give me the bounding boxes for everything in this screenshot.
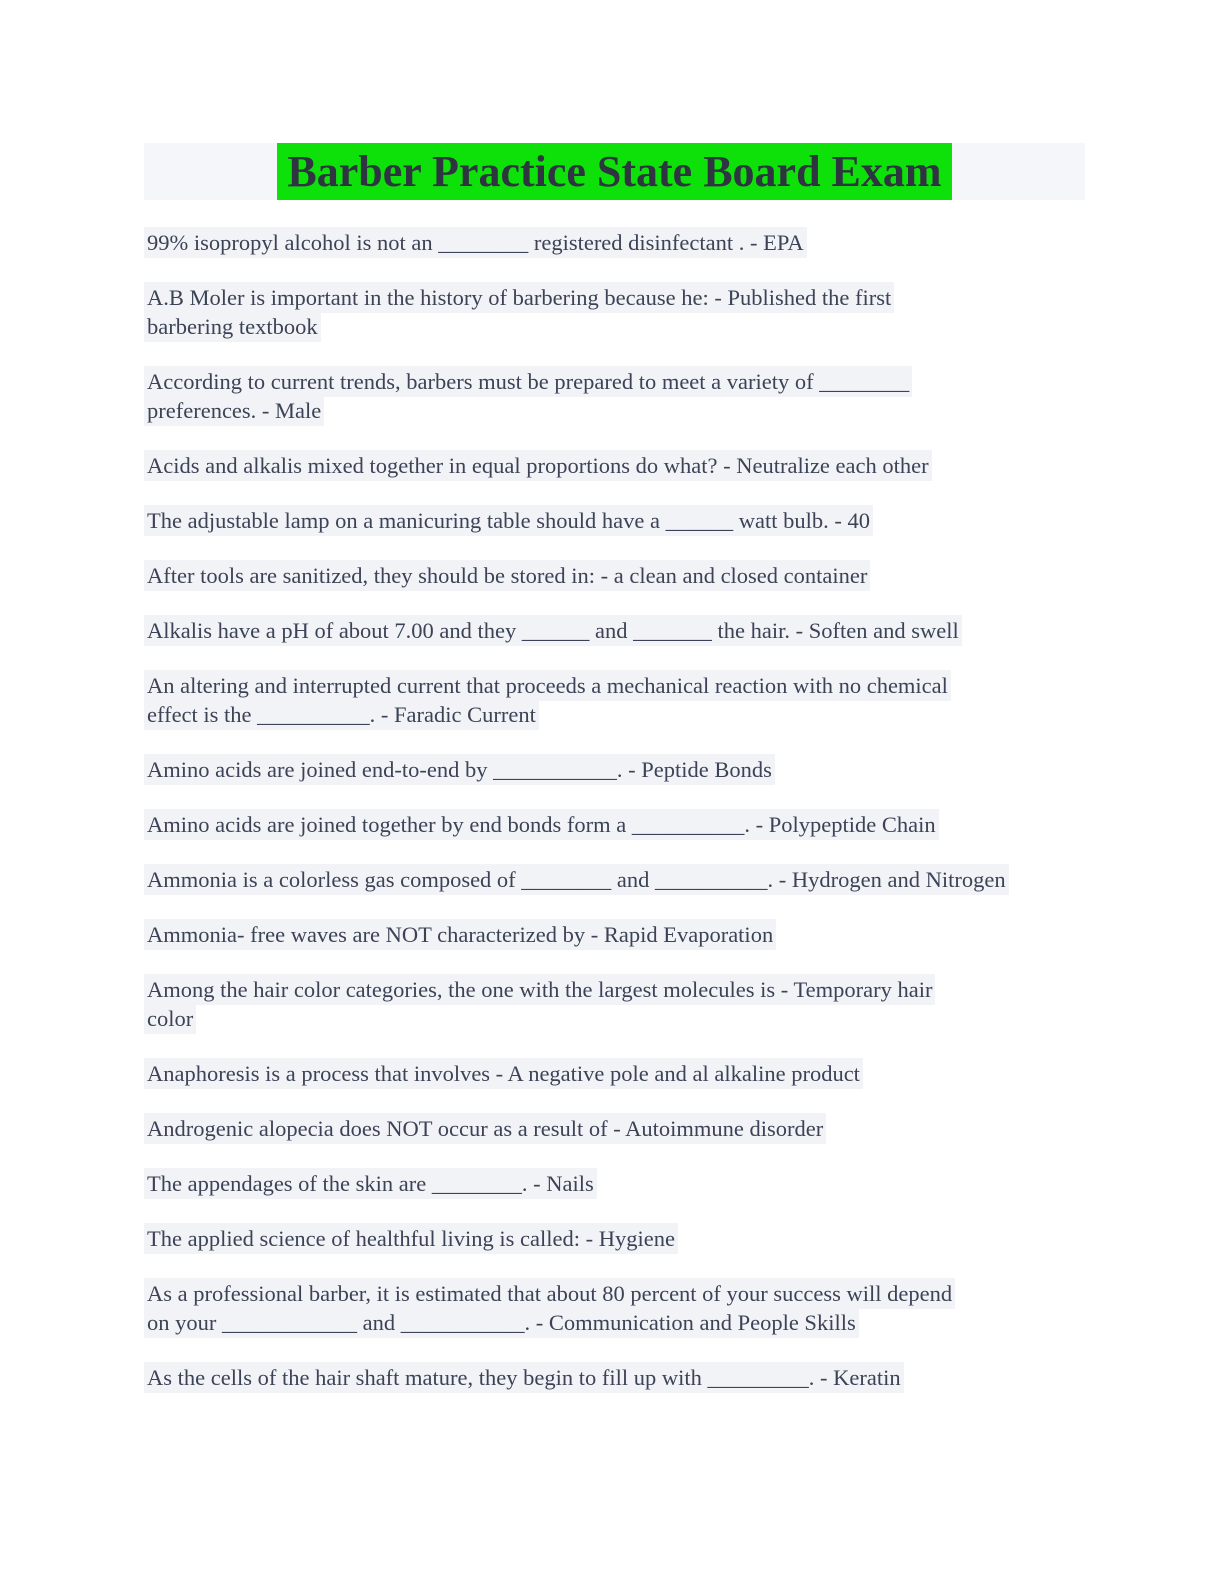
qa-item	[144, 506, 1085, 535]
qa-item	[144, 451, 1085, 480]
qa-item	[144, 975, 1085, 1033]
qa-line: Acids and alkalis mixed together in equal proportions do what? - Neutralize each other	[144, 451, 1085, 480]
qa-item	[144, 755, 1085, 784]
qa-line: Alkalis have a pH of about 7.00 and they ______ and _______ the hair. - Soften and swell	[144, 616, 1085, 645]
qa-line: on your ____________ and ___________. - Communication and People Skills	[144, 1308, 1085, 1337]
qa-line: Ammonia- free waves are NOT characterized by - Rapid Evaporation	[144, 920, 1085, 949]
qa-line: After tools are sanitized, they should be stored in: - a clean and closed container	[144, 561, 1085, 590]
title-band	[144, 143, 1085, 200]
qa-item	[144, 367, 1085, 425]
qa-line: 99% isopropyl alcohol is not an ________ registered disinfectant . - EPA	[144, 228, 1085, 257]
qa-item	[144, 1224, 1085, 1253]
qa-item	[144, 283, 1085, 341]
qa-line: Amino acids are joined end-to-end by ___________. - Peptide Bonds	[144, 755, 1085, 784]
qa-line: Amino acids are joined together by end bonds form a __________. - Polypeptide Chain	[144, 810, 1085, 839]
qa-line: effect is the __________. - Faradic Current	[144, 700, 1085, 729]
qa-item	[144, 616, 1085, 645]
qa-line: As the cells of the hair shaft mature, they begin to fill up with _________. - Keratin	[144, 1363, 1085, 1392]
qa-line: The adjustable lamp on a manicuring table should have a ______ watt bulb. - 40	[144, 506, 1085, 535]
qa-line: According to current trends, barbers must be prepared to meet a variety of ________	[144, 367, 1085, 396]
qa-item	[144, 671, 1085, 729]
qa-item	[144, 1279, 1085, 1337]
page-title: Barber Practice State Board Exam	[277, 143, 951, 200]
document-body	[144, 228, 1085, 1392]
qa-item	[144, 1169, 1085, 1198]
qa-item	[144, 1363, 1085, 1392]
qa-line: As a professional barber, it is estimated that about 80 percent of your success will depend	[144, 1279, 1085, 1308]
qa-line: The appendages of the skin are ________. - Nails	[144, 1169, 1085, 1198]
qa-line: An altering and interrupted current that proceeds a mechanical reaction with no chemical	[144, 671, 1085, 700]
qa-line: The applied science of healthful living is called: - Hygiene	[144, 1224, 1085, 1253]
qa-line: color	[144, 1004, 1085, 1033]
qa-line: Androgenic alopecia does NOT occur as a result of - Autoimmune disorder	[144, 1114, 1085, 1143]
qa-item	[144, 561, 1085, 590]
qa-item	[144, 865, 1085, 894]
qa-line: preferences. - Male	[144, 396, 1085, 425]
qa-item	[144, 228, 1085, 257]
qa-line: Among the hair color categories, the one with the largest molecules is - Temporary hair	[144, 975, 1085, 1004]
qa-item	[144, 810, 1085, 839]
qa-item	[144, 920, 1085, 949]
qa-item	[144, 1059, 1085, 1088]
qa-line: Anaphoresis is a process that involves - A negative pole and al alkaline product	[144, 1059, 1085, 1088]
qa-line: Ammonia is a colorless gas composed of ________ and __________. - Hydrogen and Nitrogen	[144, 865, 1085, 894]
qa-item	[144, 1114, 1085, 1143]
qa-line: A.B Moler is important in the history of barbering because he: - Published the first	[144, 283, 1085, 312]
qa-line: barbering textbook	[144, 312, 1085, 341]
